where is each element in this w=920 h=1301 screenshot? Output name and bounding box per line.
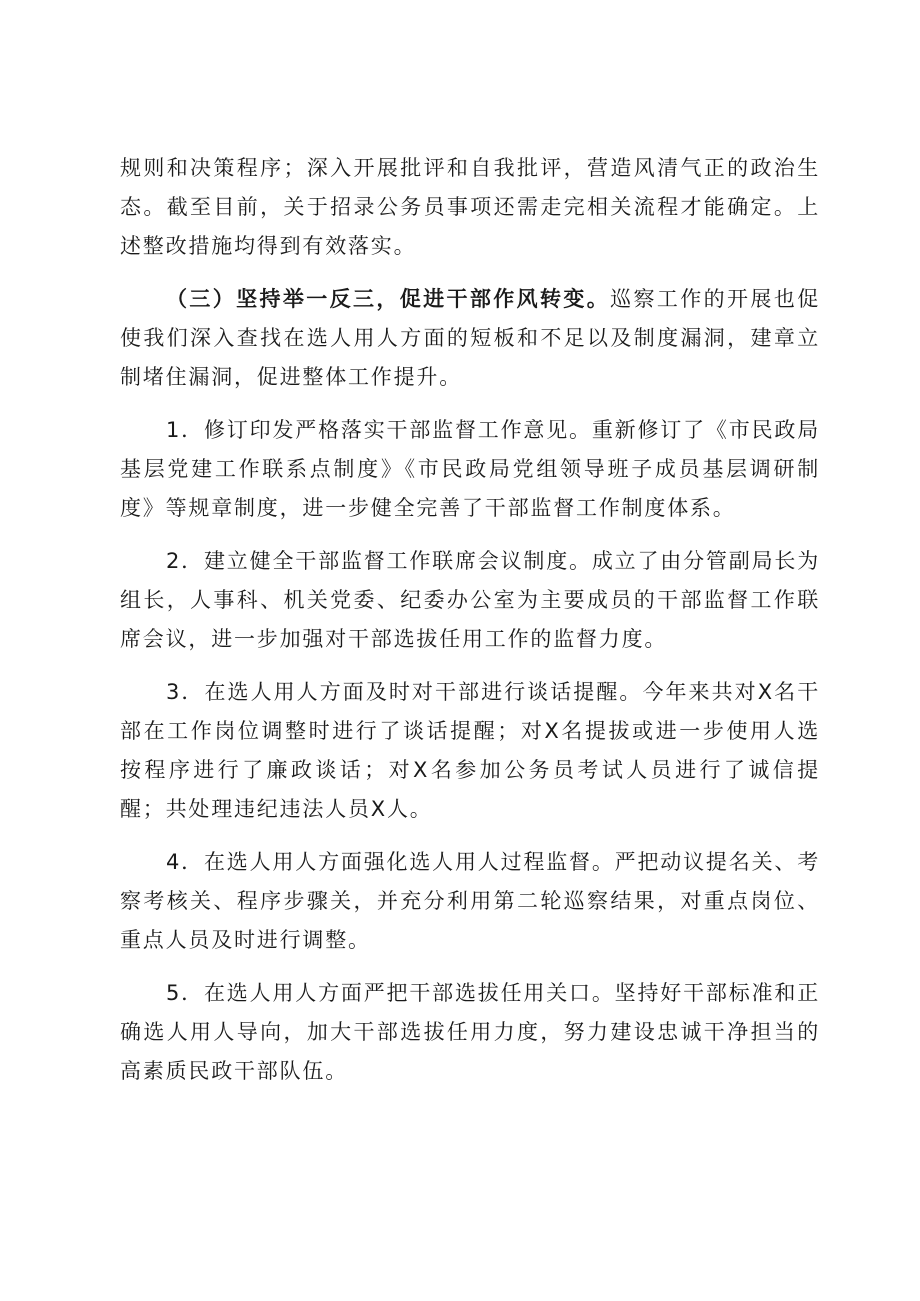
section-heading-lead: （三）坚持举一反三，促进干部作风转变。 bbox=[166, 287, 611, 311]
paragraph-text: 巡察工作的开展也促使我们深入查找在选人用人方面的短板和不足以及制度漏洞，建章立制堵住漏洞，促进整体工作提升。 bbox=[120, 287, 820, 389]
paragraph-text: 4．在选人用人方面强化选人用人过程监督。严把动议提名关、考察考核关、程序步骤关，并充分利用第二轮巡察结果，对重点岗位、重点人员及时进行调整。 bbox=[120, 850, 820, 952]
paragraph-item-3 bbox=[120, 673, 820, 829]
paragraph-text: 1．修订印发严格落实干部监督工作意见。重新修订了《市民政局基层党建工作联系点制度》《市民政局党组领导班子成员基层调研制度》等规章制度，进一步健全完善了干部监督工作制度体系。 bbox=[120, 418, 820, 520]
paragraph-continuation bbox=[120, 149, 820, 266]
paragraph-item-1 bbox=[120, 411, 820, 528]
paragraph-item-5 bbox=[120, 974, 820, 1091]
document-body bbox=[120, 149, 820, 1105]
paragraph-text: 5．在选人用人方面严把干部选拔任用关口。坚持好干部标准和正确选人用人导向，加大干部选拔任用力度，努力建设忠诚干净担当的高素质民政干部队伍。 bbox=[120, 981, 820, 1083]
paragraph-item-2 bbox=[120, 542, 820, 659]
paragraph-section-heading bbox=[120, 280, 820, 397]
paragraph-text: 规则和决策程序；深入开展批评和自我批评，营造风清气正的政治生态。截至目前，关于招录公务员事项还需走完相关流程才能确定。上述整改措施均得到有效落实。 bbox=[120, 156, 820, 258]
paragraph-item-4 bbox=[120, 843, 820, 960]
paragraph-text: 2．建立健全干部监督工作联席会议制度。成立了由分管副局长为组长，人事科、机关党委、纪委办公室为主要成员的干部监督工作联席会议，进一步加强对干部选拔任用工作的监督力度。 bbox=[120, 549, 820, 651]
paragraph-text: 3．在选人用人方面及时对干部进行谈话提醒。今年来共对X名干部在工作岗位调整时进行了谈话提醒；对X名提拔或进一步使用人选按程序进行了廉政谈话；对X名参加公务员考试人员进行了诚信提醒；共处理违纪违法人员X人。 bbox=[120, 680, 820, 821]
